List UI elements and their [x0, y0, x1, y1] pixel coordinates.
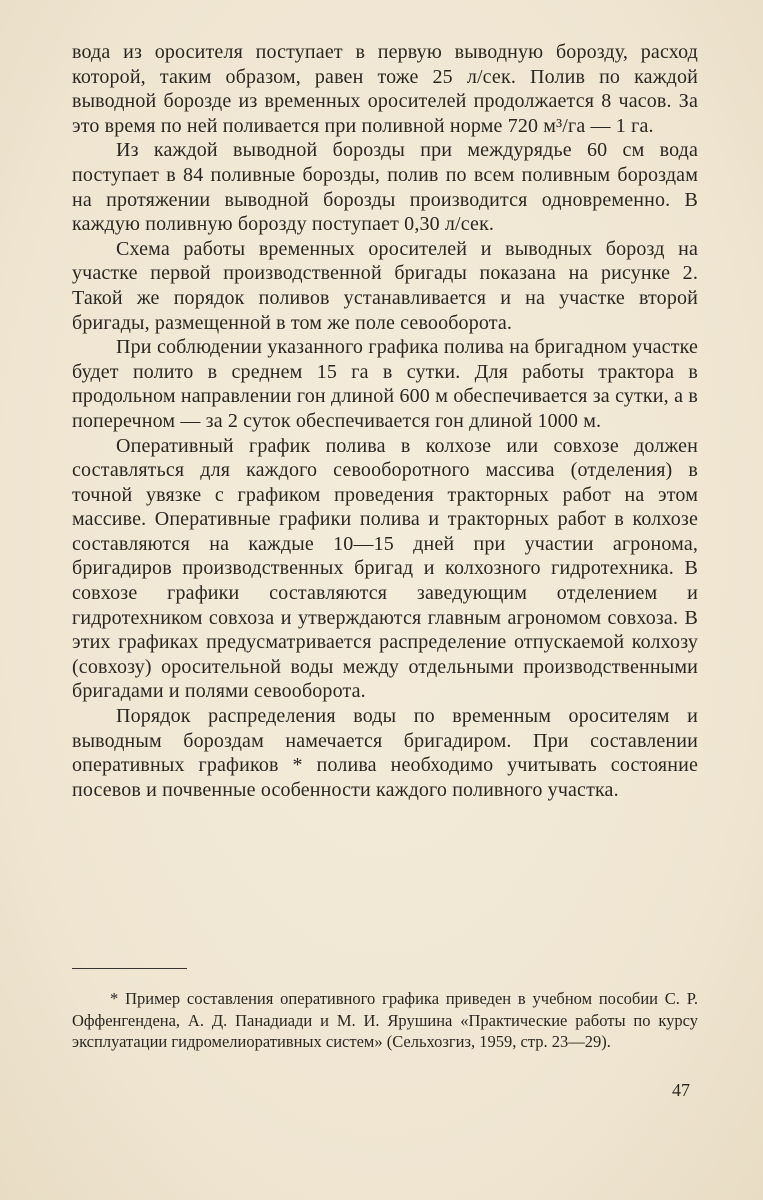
paragraph: Схема работы временных оросителей и выводных борозд на участке первой производственной бригады показана на рисунке 2. Такой же порядок поливов устанавливается и на участке второй бригады, размещенной в том же поле севооборота.	[72, 237, 698, 334]
body-text	[72, 40, 698, 802]
footnote: * Пример составления оперативного графика приведен в учебном пособии С. Р. Оффенгендена, А. Д. Панадиади и М. И. Ярушина «Практические работы по курсу эксплуатации гидромелиоративных систем» (Сельхозгиз, 1959, стр. 23—29).	[72, 989, 698, 1052]
paragraph: При соблюдении указанного графика полива на бригадном участке будет полито в среднем 15 га в сутки. Для работы трактора в продольном направлении гон длиной 600 м обеспечивается за сутки, а в поперечном — за 2 суток обеспечивается гон длиной 1000 м.	[72, 336, 698, 432]
page-number: 47	[672, 1080, 690, 1100]
paragraph: вода из оросителя поступает в первую выводную борозду, расход которой, таким образом, равен тоже 25 л/сек. Полив по каждой выводной борозде из временных оросителей продолжается 8 часов. За это время по ней поливается при поливной норме 720 м³/га — 1 га.	[72, 41, 698, 137]
paragraph: Оперативный график полива в колхозе или совхозе должен составляться для каждого севооборотного массива (отделения) в точной увязке с графиком проведения тракторных работ на этом массиве. Оперативные графики полива и тракторных работ в колхозе составляются на каждые 10—15 дней при участии агронома, бригадиров производственных бригад и колхозного гидротехника. В совхозе графики составляются заведующим отделением и гидротехником совхоза и утверждаются главным агрономом совхоза. В этих графиках предусматривается распределение отпускаемой колхозу (совхозу) оросительной воды между отдельными производственными бригадами и полями севооборота.	[72, 434, 698, 703]
paragraph: Порядок распределения воды по временным оросителям и выводным бороздам намечается бригадиром. При составлении оперативных графиков * полива необходимо учитывать состояние посевов и почвенные особенности каждого поливного участка.	[72, 705, 698, 801]
footnote-divider	[72, 968, 187, 969]
paragraph: Из каждой выводной борозды при междурядье 60 см вода поступает в 84 поливные борозды, полив по всем поливным бороздам на протяжении выводной борозды производится одновременно. В каждую поливную борозду поступает 0,30 л/сек.	[72, 139, 698, 236]
